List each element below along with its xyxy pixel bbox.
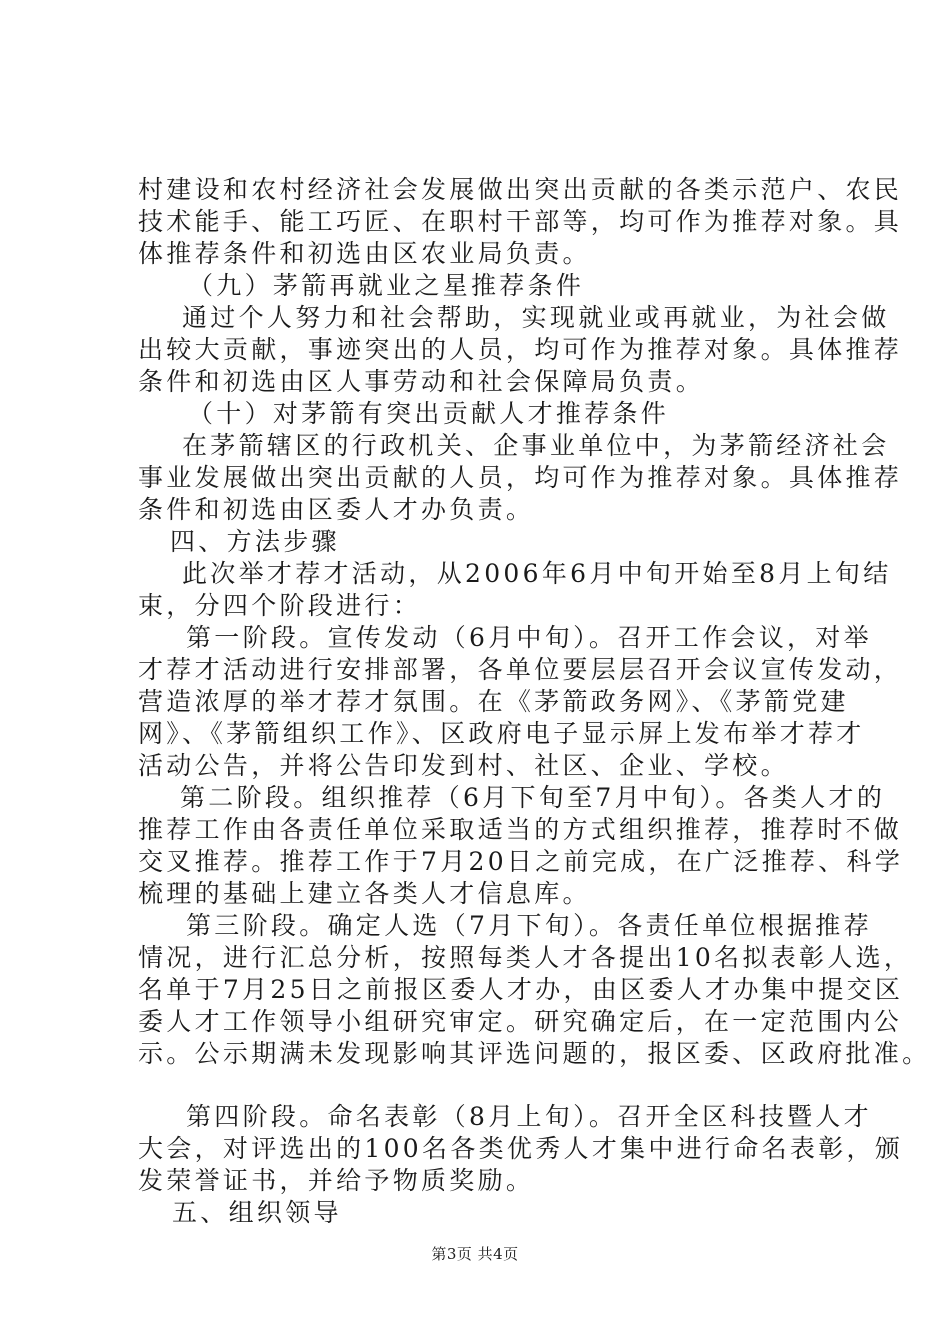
text-line: 体推荐条件和初选由区农业局负责。 [138, 239, 591, 268]
text-line: 示。公示期满未发现影响其评选问题的，报区委、区政府批准。 [138, 1039, 931, 1068]
text-line: 交叉推荐。推荐工作于7月20日之前完成，在广泛推荐、科学 [138, 847, 904, 876]
text-line: 网》、《茅箭组织工作》、区政府电子显示屏上发布举才荐才 [138, 719, 865, 748]
text-line: 发荣誉证书，并给予物质奖励。 [138, 1166, 535, 1195]
text-line: 技术能手、能工巧匠、在职村干部等，均可作为推荐对象。具 [138, 207, 903, 236]
text-line: 束，分四个阶段进行： [138, 591, 422, 620]
text-line: 第一阶段。宣传发动（6月中旬）。召开工作会议，对举 [186, 623, 872, 652]
text-line: 此次举才荐才活动，从2006年6月中旬开始至8月上旬结 [182, 559, 892, 588]
text-line: 才荐才活动进行安排部署，各单位要层层召开会议宣传发动， [138, 655, 903, 684]
text-line: 推荐工作由各责任单位采取适当的方式组织推荐，推荐时不做 [138, 815, 903, 844]
text-line: 村建设和农村经济社会发展做出突出贡献的各类示范户、农民 [138, 175, 903, 204]
text-line: 出较大贡献，事迹突出的人员，均可作为推荐对象。具体推荐 [138, 335, 903, 364]
text-line: 通过个人努力和社会帮助，实现就业或再就业，为社会做 [182, 303, 890, 332]
text-line: 事业发展做出突出贡献的人员，均可作为推荐对象。具体推荐 [138, 463, 903, 492]
text-line: 营造浓厚的举才荐才氛围。在《茅箭政务网》、《茅箭党建 [138, 687, 849, 716]
text-line: 大会，对评选出的100名各类优秀人才集中进行命名表彰，颁 [138, 1134, 904, 1163]
text-line: 在茅箭辖区的行政机关、企事业单位中，为茅箭经济社会 [182, 431, 890, 460]
section-heading: （九）茅箭再就业之星推荐条件 [188, 271, 585, 300]
text-line: 活动公告，并将公告印发到村、社区、企业、学校。 [138, 751, 789, 780]
page-number: 第3页 共4页 [431, 1245, 519, 1263]
text-line: 条件和初选由区人事劳动和社会保障局负责。 [138, 367, 705, 396]
text-line: 第二阶段。组织推荐（6月下旬至7月中旬）。各类人才的 [180, 783, 886, 812]
text-line: 情况，进行汇总分析，按照每类人才各提出10名拟表彰人选， [138, 943, 913, 972]
text-line: 第四阶段。命名表彰（8月上旬）。召开全区科技暨人才 [186, 1102, 872, 1131]
text-line: 名单于7月25日之前报区委人才办，由区委人才办集中提交区 [138, 975, 904, 1004]
text-line: 第三阶段。确定人选（7月下旬）。各责任单位根据推荐 [186, 911, 872, 940]
section-heading: 四、方法步骤 [170, 527, 340, 556]
text-line: 条件和初选由区委人才办负责。 [138, 495, 535, 524]
section-heading: 五、组织领导 [172, 1198, 342, 1227]
text-line: 梳理的基础上建立各类人才信息库。 [138, 879, 591, 908]
text-line: 委人才工作领导小组研究审定。研究确定后，在一定范围内公 [138, 1007, 903, 1036]
section-heading: （十）对茅箭有突出贡献人才推荐条件 [188, 399, 670, 428]
